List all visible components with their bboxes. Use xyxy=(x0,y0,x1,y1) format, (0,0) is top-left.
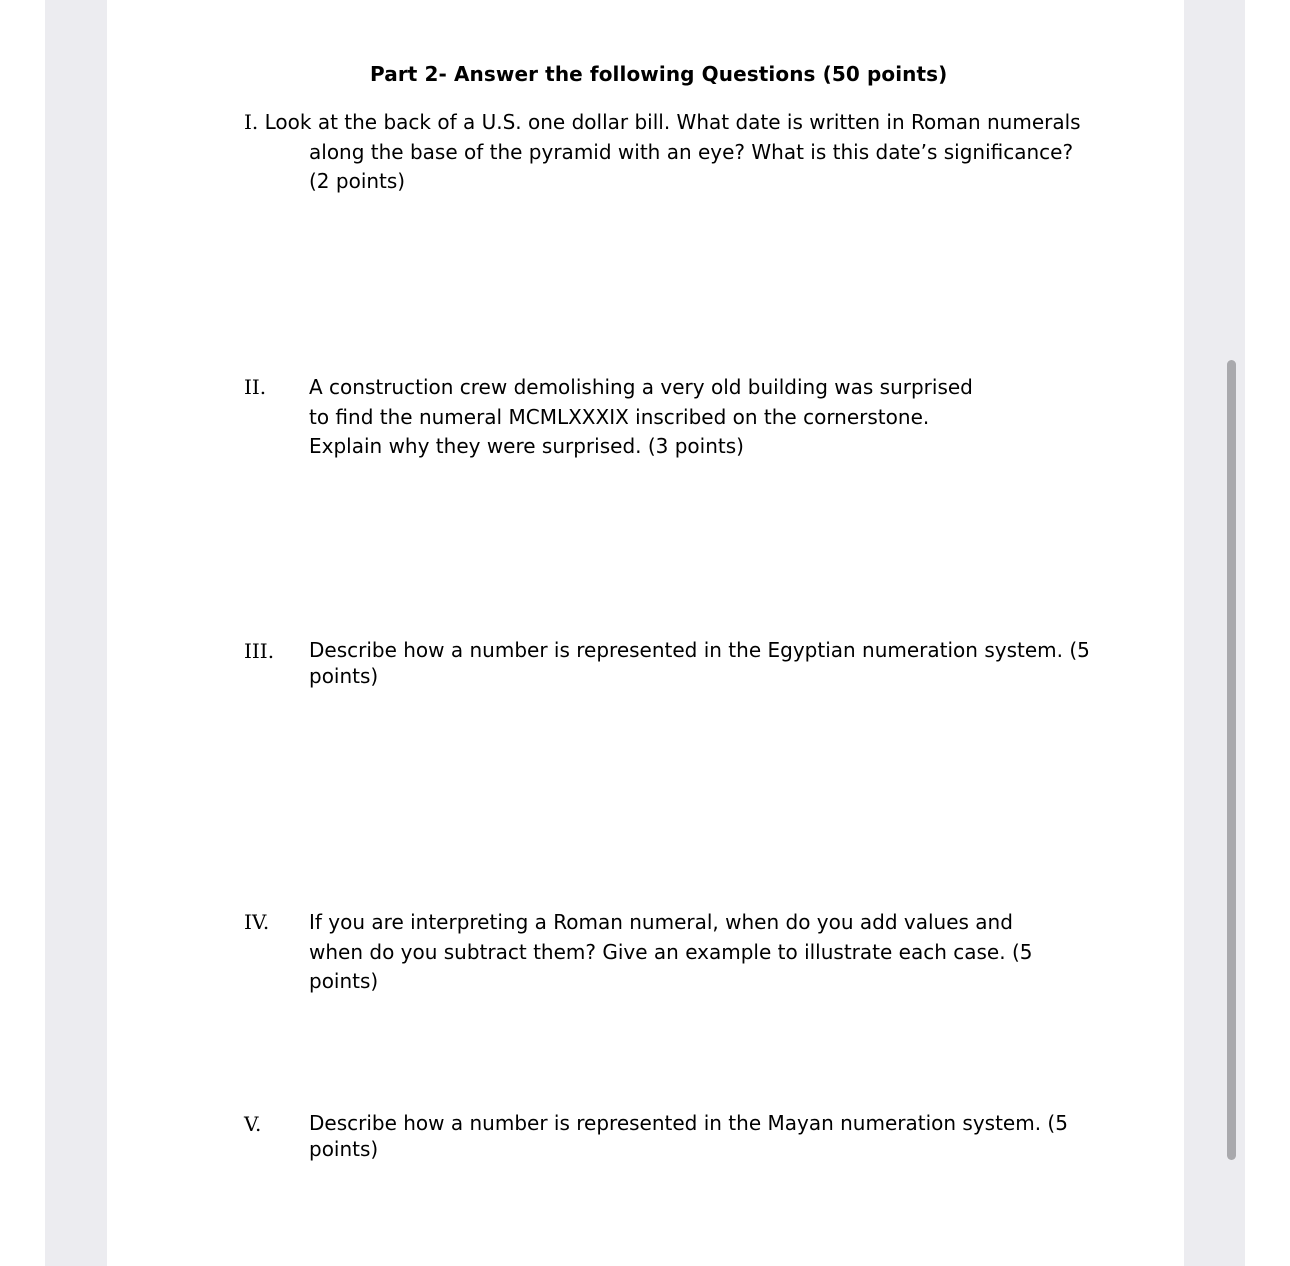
question-3-text xyxy=(309,637,1090,689)
question-2-line-3: Explain why they were surprised. (3 points) xyxy=(309,434,744,458)
question-1-number: I. xyxy=(244,110,259,134)
question-5-line-2: points) xyxy=(309,1137,379,1161)
question-4-number: IV. xyxy=(244,910,270,934)
question-2-line-2: to find the numeral MCMLXXXIX inscribed on the cornerstone. xyxy=(309,404,930,429)
question-5-number: V. xyxy=(244,1112,262,1136)
question-1-line-2: along the base of the pyramid with an eye? What is this date’s significance? xyxy=(309,139,1074,164)
question-2-text xyxy=(309,373,973,462)
left-gutter xyxy=(45,0,107,1266)
question-1-line-3: (2 points) xyxy=(309,169,406,193)
question-5-text xyxy=(309,1110,1068,1162)
vertical-scrollbar-thumb[interactable] xyxy=(1227,360,1236,1160)
page-title: Part 2- Answer the following Questions (50 points) xyxy=(370,62,948,86)
question-1-line-1: I. Look at the back of a U.S. one dollar bill. What date is written in Roman numerals xyxy=(244,110,1081,134)
question-3-line-1: Describe how a number is represented in the Egyptian numeration system. (5 xyxy=(309,638,1090,662)
question-3-line-2: points) xyxy=(309,664,379,688)
question-3-number: III. xyxy=(244,639,275,663)
question-4-line-3: points) xyxy=(309,969,379,993)
question-4-line-2: when do you subtract them? Give an example to illustrate each case. (5 xyxy=(309,939,1033,964)
question-1 xyxy=(244,108,1081,197)
question-5-line-1: Describe how a number is represented in the Mayan numeration system. (5 xyxy=(309,1111,1068,1135)
question-4-line-1: If you are interpreting a Roman numeral, when do you add values and xyxy=(309,910,1013,934)
document-page xyxy=(107,0,1184,1266)
question-4-text xyxy=(309,908,1032,997)
question-2-line-1: A construction crew demolishing a very old building was surprised xyxy=(309,375,973,399)
question-2-number: II. xyxy=(244,375,267,399)
